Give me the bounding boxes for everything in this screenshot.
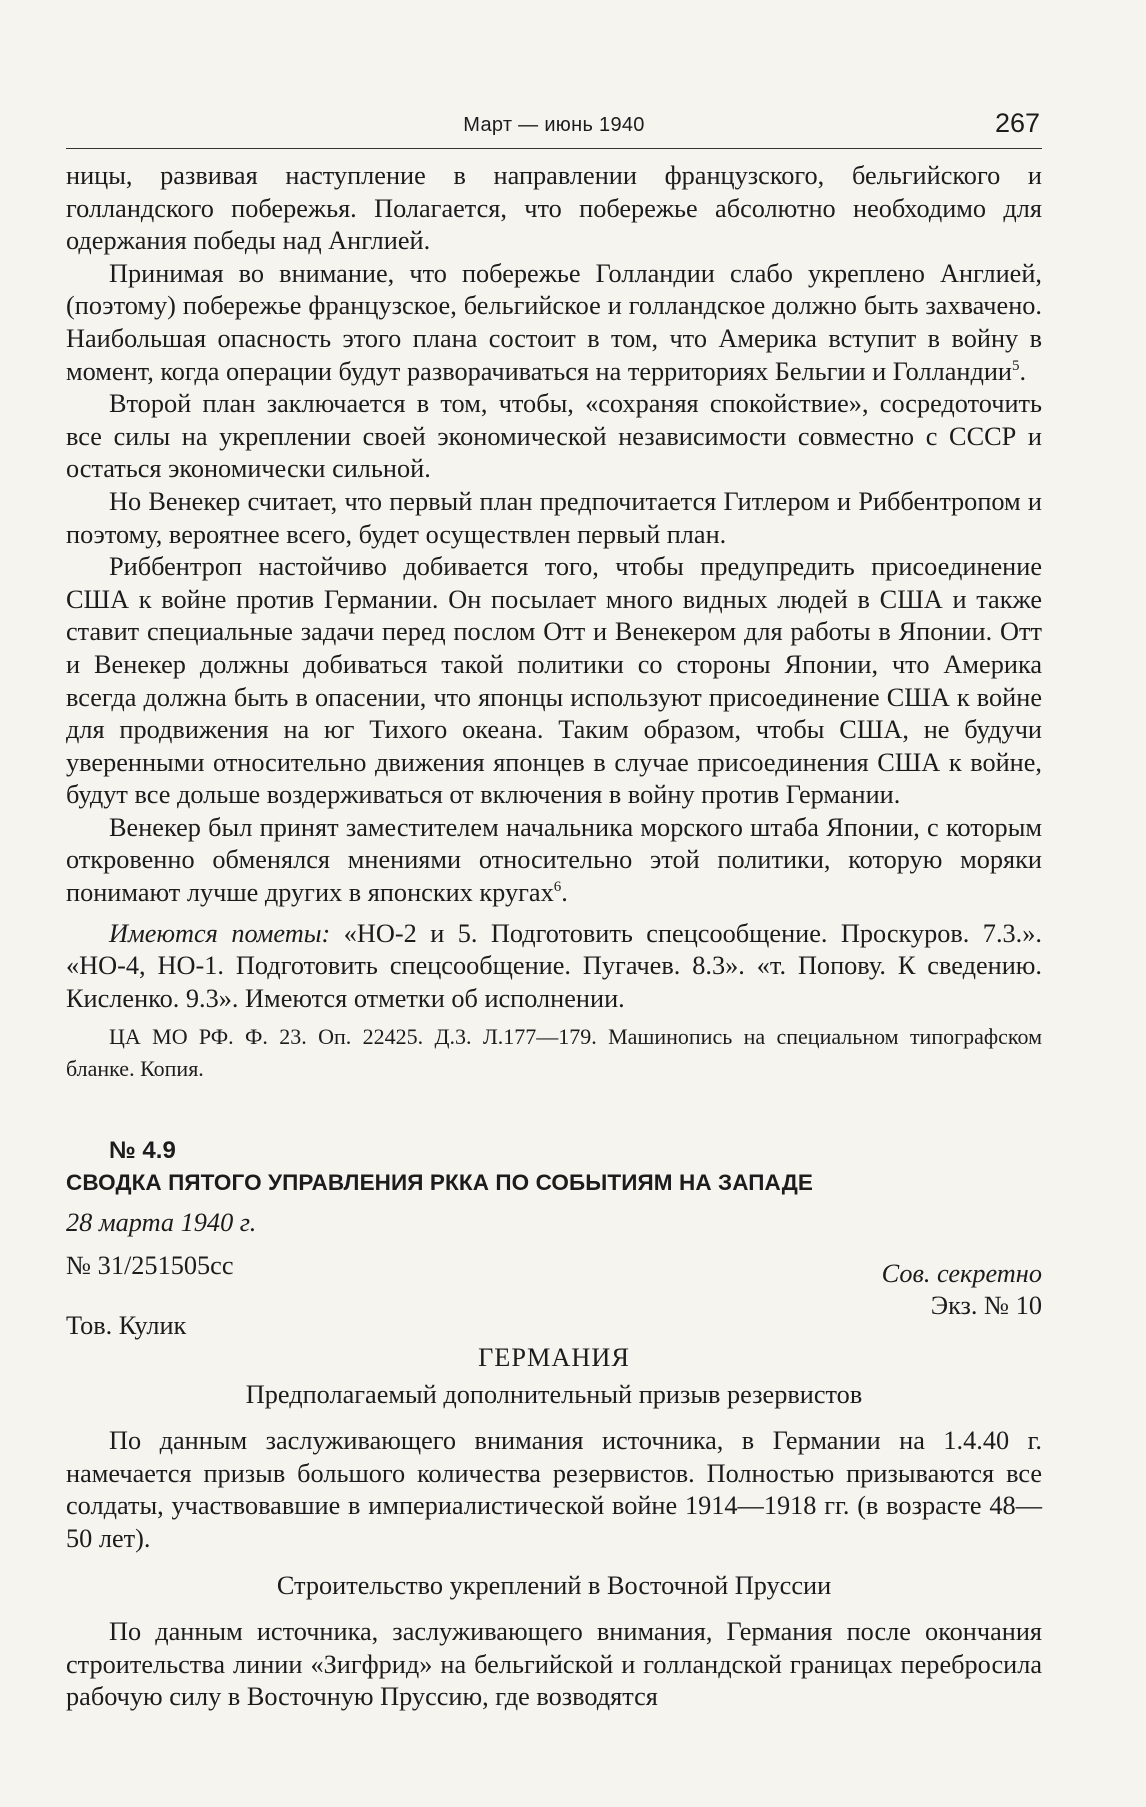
footnote-ref: 5 [1011,357,1020,374]
classification-stamp: Сов. секретно [881,1259,1042,1289]
subheading: Предполагаемый дополнительный призыв резервистов [245,1379,863,1409]
page-content [66,160,1042,1714]
running-title: Март — июнь 1940 [463,114,645,136]
paragraph: По данным источника, заслуживающего внимания, Германия после окончания строительства линии «Зигфрид» на бельгийской и голландской границах перебросила рабочую силу в Восточную Пруссию, где возводятся [66,1617,1042,1712]
document-title: СВОДКА ПЯТОГО УПРАВЛЕНИЯ РККА ПО СОБЫТИЯМ НА ЗАПАДЕ [66,1170,813,1196]
paragraph: Второй план заключается в том, чтобы, «сохраняя спокойствие», сосредоточить все силы на укреплении своей экономической независимости совместно с СССР и остаться экономически сильной. [66,389,1042,484]
paragraph: Но Венекер считает, что первый план предпочитается Гитлером и Риббентропом и поэтому, вероятнее всего, будет осуществлен первый план. [66,486,1042,549]
addressee: Тов. Кулик [66,1311,187,1341]
document-number: № 4.9 [109,1137,176,1165]
annotation-note: Имеются пометы: «НО-2 и 5. Подготовить спецсообщение. Проскуров. 7.3.». «НО-4, НО-1. Подготовить спецсообщение. Пугачев. 8.3». «т. Попову. К сведению. Кисленко. 9.3». Имеются отметки об исполнении. [66,918,1042,1013]
note-label: Имеются пометы: [109,918,331,948]
reference-number: № 31/251505сс [66,1251,234,1281]
paragraph: Венекер был принят заместителем начальника морского штаба Японии, с которым откровенно обменялся мнениями относительно этой политики, которую моряки понимают лучше других в японских кругах$^6$. [66,812,1042,908]
footnote-ref: 6 [553,879,562,896]
paragraph-continued: ницы, развивая наступление в направлении французского, бельгийского и голландского побережья. Полагается, что побережье абсолютно необходимо для одержания победы над Англией. [66,161,1042,256]
document-date: 28 марта 1940 г. [66,1208,257,1238]
paragraph: По данным заслуживающего внимания источника, в Германии на 1.4.40 г. намечается призыв большого количества резервистов. Полностью призываются все солдаты, участвовавшие в империалистической войне 1914—1918 гг. (в возрасте 48—50 лет). [66,1426,1042,1553]
section-heading: ГЕРМАНИЯ [478,1343,630,1373]
paragraph: Риббентроп настойчиво добивается того, чтобы предупредить присоединение США к войне против Германии. Он посылает много видных людей в США и также ставит специальные задачи перед послом Отт и Венекером для работы в Японии. Отт и Венекер должны добиваться такой политики со стороны Японии, что Америка всегда должна быть в опасении, что японцы используют присоединение США к войне для продвижения на юг Тихого океана. Таким образом, чтобы США, не будучи уверенными относительно движения японцев в случае присоединения США к войне, будут все дольше воздерживаться от включения в войну против Германии. [66,552,1042,810]
page-number: 267 [994,108,1040,138]
copy-number: Экз. № 10 [930,1291,1042,1321]
archive-source: ЦА МО РФ. Ф. 23. Оп. 22425. Д.3. Л.177—179. Машинопись на специальном типографском бланке. Копия. [66,1024,1042,1082]
subheading: Строительство укреплений в Восточной Пруссии [276,1570,832,1600]
running-header [66,108,1042,149]
paragraph: Принимая во внимание, что побережье Голландии слабо укреплено Англией, (поэтому) побережье французское, бельгийское и голландское должно быть захвачено. Наибольшая опасность этого плана состоит в том, что Америка вступит в войну в момент, когда операции будут разворачиваться на территориях Бельгии и Голландии$^5$. [66,258,1042,386]
document-meta [66,1246,1042,1342]
